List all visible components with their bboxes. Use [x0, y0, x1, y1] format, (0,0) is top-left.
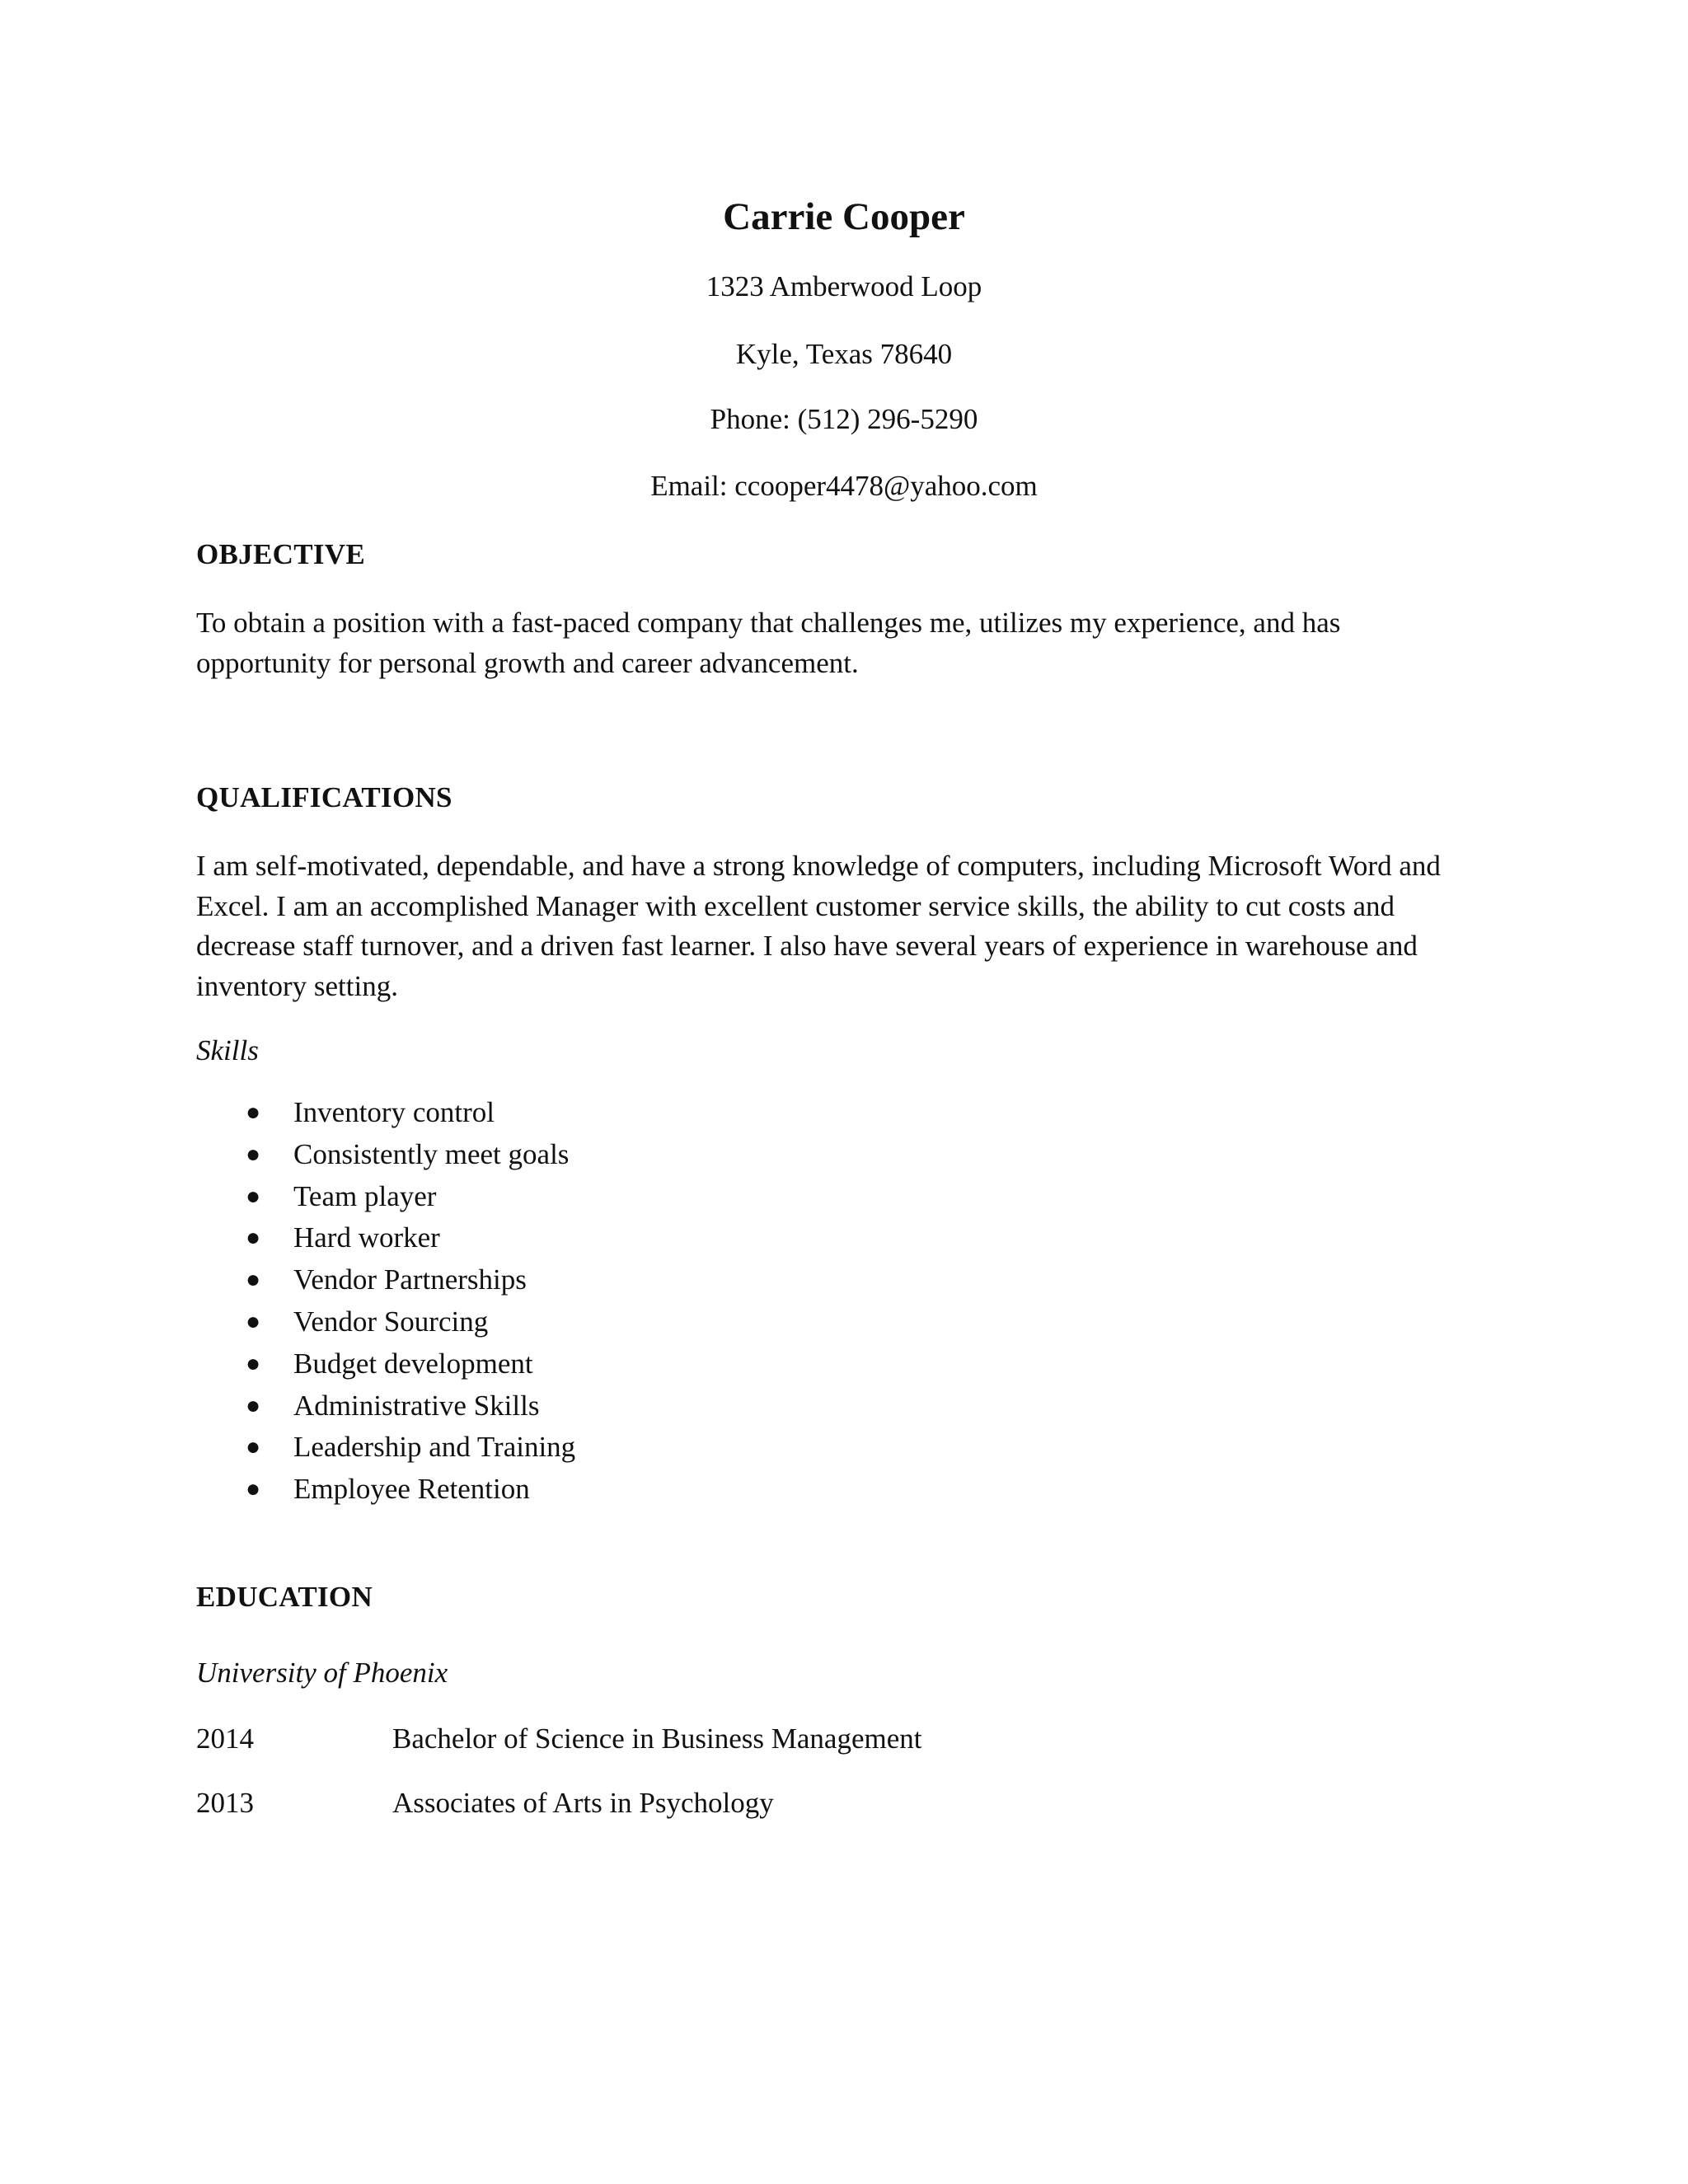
list-item: ● Hard worker: [196, 1217, 575, 1259]
qualifications-heading: QUALIFICATIONS: [196, 781, 452, 813]
list-item: ● Administrative Skills: [196, 1385, 575, 1427]
phone: Phone: (512) 296-5290: [710, 403, 978, 435]
bullet-icon: ●: [246, 1099, 261, 1126]
address-line-2: Kyle, Texas 78640: [735, 338, 953, 370]
list-item: ● Employee Retention: [196, 1469, 575, 1511]
bullet-icon: ●: [246, 1391, 261, 1419]
bullet-icon: ●: [246, 1475, 261, 1503]
bullet-icon: ●: [246, 1349, 261, 1377]
bullet-icon: ●: [246, 1140, 261, 1168]
bullet-icon: ●: [246, 1224, 261, 1252]
list-item: ● Team player: [196, 1176, 575, 1218]
education-year: 2014: [196, 1722, 254, 1755]
skills-list: [196, 1092, 575, 1511]
list-item: ● Vendor Partnerships: [196, 1259, 575, 1301]
skills-label: Skills: [196, 1034, 259, 1066]
bullet-icon: ●: [246, 1433, 261, 1461]
school-name: University of Phoenix: [196, 1657, 448, 1689]
education-degree: Bachelor of Science in Business Management: [392, 1722, 922, 1755]
bullet-icon: ●: [246, 1182, 261, 1210]
bullet-icon: ●: [246, 1266, 261, 1294]
list-item: ● Leadership and Training: [196, 1427, 575, 1469]
list-item: ● Vendor Sourcing: [196, 1301, 575, 1343]
qualifications-text: I am self-motivated, dependable, and have a strong knowledge of computers, including Microsoft Word and Excel. I am an accomplished Manager with excellent customer service skills, the ability to cut costs and decrease staff turnover, and a driven fast learner. I also have several years of experience in warehouse and inventory setting.: [196, 850, 1441, 1002]
email: Email: ccooper4478@yahoo.com: [650, 470, 1038, 502]
bullet-icon: ●: [246, 1307, 261, 1335]
resume-name: Carrie Cooper: [723, 195, 965, 238]
education-degree: Associates of Arts in Psychology: [392, 1787, 774, 1819]
list-item: ● Consistently meet goals: [196, 1134, 575, 1176]
address-line-1: 1323 Amberwood Loop: [706, 270, 982, 302]
education-year: 2013: [196, 1787, 254, 1819]
list-item: ● Inventory control: [196, 1092, 575, 1134]
list-item: ● Budget development: [196, 1343, 575, 1385]
education-heading: EDUCATION: [196, 1581, 373, 1613]
objective-text: To obtain a position with a fast-paced company that challenges me, utilizes my experience, and has opportunity for personal growth and career advancement.: [196, 607, 1341, 679]
objective-heading: OBJECTIVE: [196, 538, 365, 570]
